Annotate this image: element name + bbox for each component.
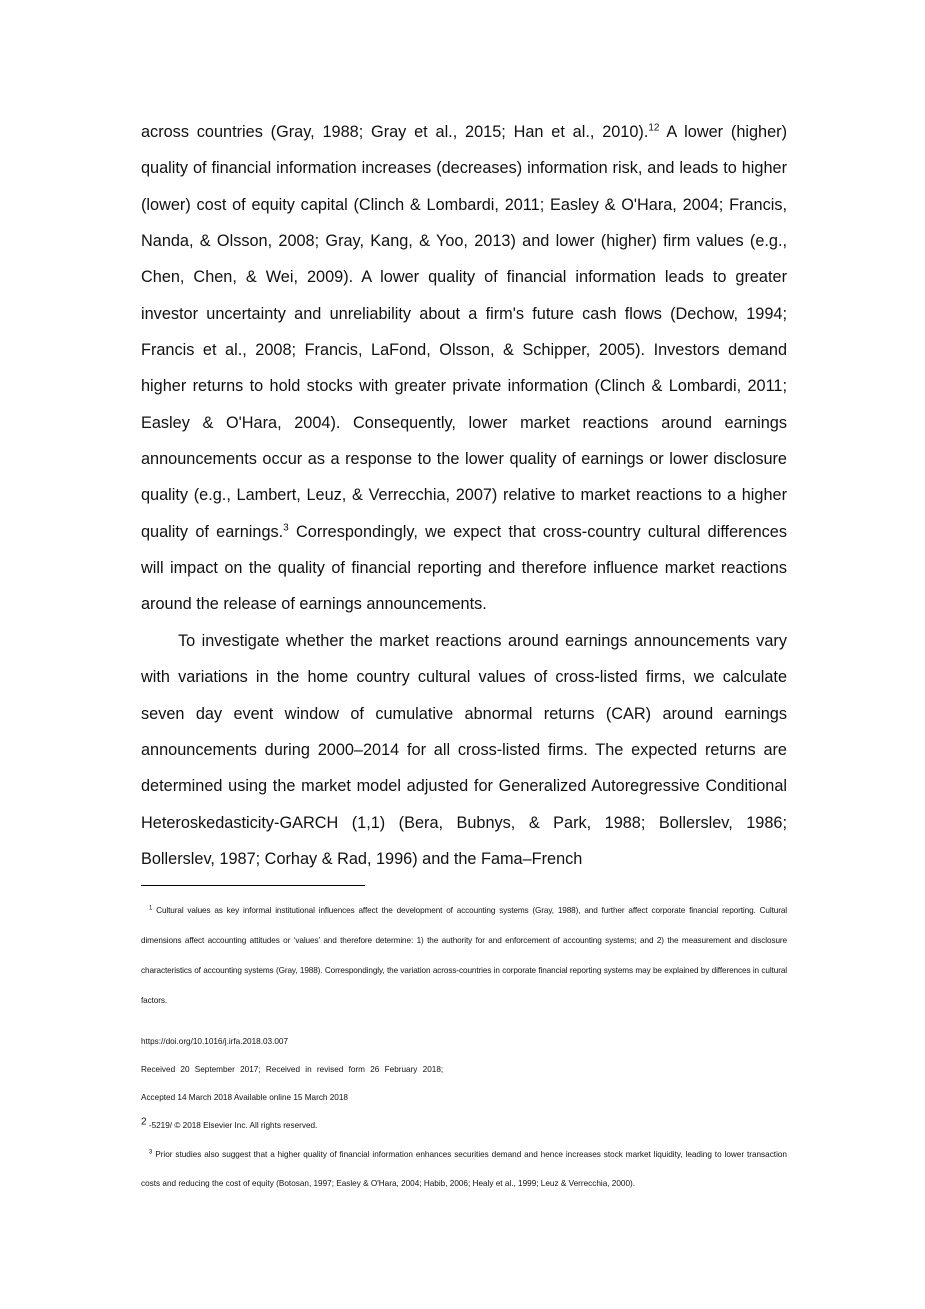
footnote-divider	[141, 885, 365, 886]
footnote-3-text: Prior studies also suggest that a higher quality of financial information enhances securities demand and hence increases stock market liquidity, leading to lower transaction costs and reducing the cost of equity (Botosan, 1997; Easley & O'Hara, 2004; Habib, 2006; Healy et al., 1999; Leuz & Verrecchia, 2000).	[141, 1150, 787, 1188]
footnote-1-text: Cultural values as key informal institutional influences affect the development of accounting systems (Gray, 1988), and further affect corporate financial reporting. Cultural dimensions affect accounting attitudes or ‘values’ and therefore determine: 1) the authority for and enforcement of accounting systems; and 2) the measurement and disclosure characteristics of accounting systems (Gray, 1988). Correspondingly, the variation across-countries in corporate financial reporting systems may be explained by differences in cultural factors.	[141, 906, 787, 1005]
paragraph-1	[141, 114, 787, 623]
received-dates: Received 20 September 2017; Received in revised form 26 February 2018;	[141, 1065, 444, 1074]
footnote-1	[141, 896, 787, 1016]
footnote-2-mark: 2	[141, 1116, 147, 1128]
paragraph-2: To investigate whether the market reactions around earnings announcements vary with variations in the home country cultural values of cross-listed firms, we calculate seven day event window of cumulative abnormal returns (CAR) around earnings announcements during 2000–2014 for all cross-listed firms. The expected returns are determined using the market model adjusted for Generalized Autoregressive Conditional Heteroskedasticity-GARCH (1,1) (Bera, Bubnys, & Park, 1988; Bollerslev, 1986; Bollerslev, 1987; Corhay & Rad, 1996) and the Fama–French	[141, 631, 787, 868]
footnote-ref-12[interactable]: 12	[648, 122, 660, 134]
copyright-text: -5219/ © 2018 Elsevier Inc. All rights reserved.	[146, 1121, 318, 1130]
copyright-line	[141, 1112, 787, 1140]
paragraph-1-part-c: Correspondingly, we expect that cross-country cultural differences will impact on the quality of financial reporting and therefore influence market reactions around the release of earnings announcements.	[141, 522, 787, 614]
footnotes	[141, 896, 787, 1198]
paragraph-1-part-b: A lower (higher) quality of financial information increases (decreases) information risk, and leads to higher (lower) cost of equity capital (Clinch & Lombardi, 2011; Easley & O'Hara, 2004; Francis, Nanda, & Olsson, 2008; Gray, Kang, & Yoo, 2013) and lower (higher) firm values (e.g., Chen, Chen, & Wei, 2009). A lower quality of financial information leads to greater investor uncertainty and unreliability about a firm's future cash flows (Dechow, 1994; Francis et al., 2008; Francis, LaFond, Olsson, & Schipper, 2005). Investors demand higher returns to hold stocks with greater private information (Clinch & Lombardi, 2011; Easley & O'Hara, 2004). Consequently, lower market reactions around earnings announcements occur as a response to the lower quality of earnings or lower disclosure quality (e.g., Lambert, Leuz, & Verrecchia, 2007) relative to market reactions to a higher quality of earnings.	[141, 123, 788, 541]
footnote-ref-3[interactable]: 3	[283, 522, 289, 534]
footnote-3-mark: 3	[149, 1149, 153, 1156]
footnote-1-mark: 1	[149, 905, 153, 912]
body-text	[141, 114, 787, 877]
doi-link[interactable]: https://doi.org/10.1016/j.irfa.2018.03.007	[141, 1037, 289, 1046]
footnote-3	[141, 1140, 787, 1198]
accepted-dates: Accepted 14 March 2018 Available online 15 March 2018	[141, 1093, 348, 1102]
paragraph-1-part-a: across countries (Gray, 1988; Gray et al., 2015; Han et al., 2010).	[141, 123, 649, 141]
